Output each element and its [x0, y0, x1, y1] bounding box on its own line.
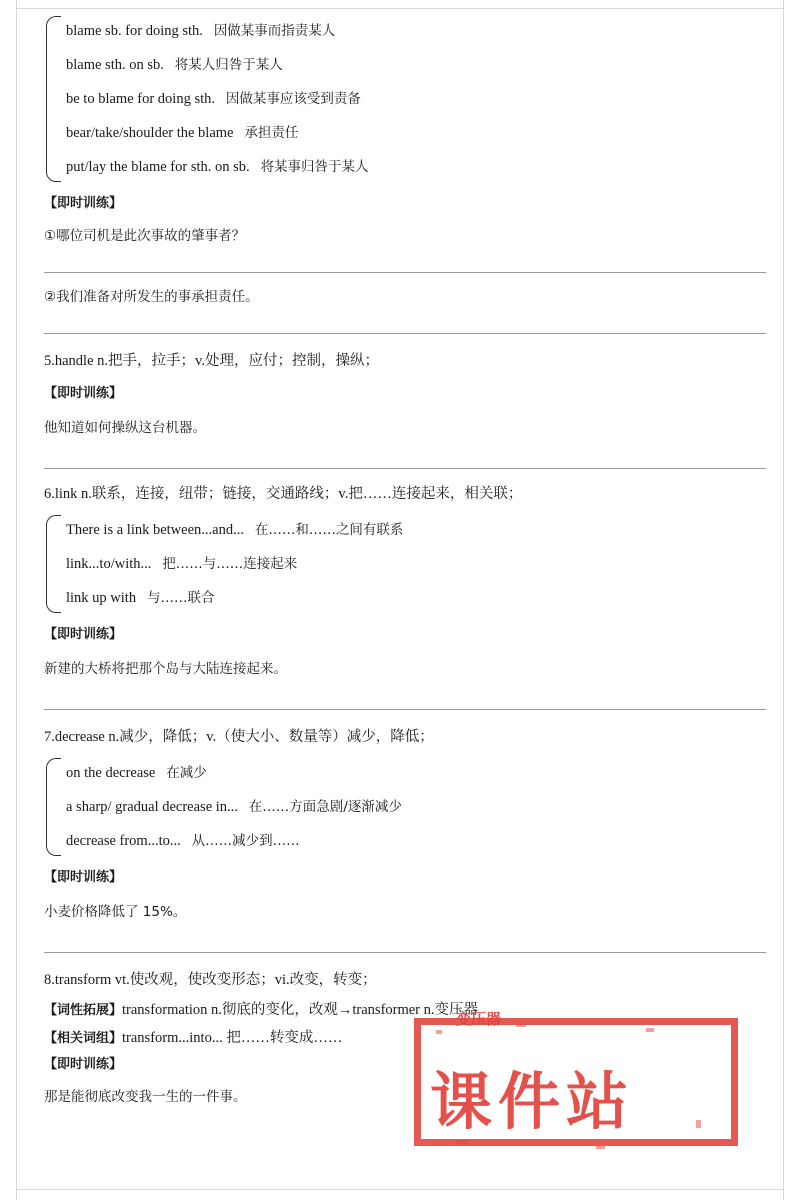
- related-phrases-text: transform...into... 把……转变成……: [122, 1030, 343, 1046]
- phrase-line: [66, 150, 766, 184]
- page-border-left: [16, 0, 17, 1200]
- phrase-line: [66, 513, 766, 547]
- phrase-chinese: 承担责任: [244, 125, 299, 141]
- phrase-line: [66, 48, 766, 82]
- phrase-english: be to blame for doing sth.: [66, 91, 216, 107]
- watermark-speckle: [456, 1140, 468, 1144]
- phrase-chinese: 将某人归咎于某人: [174, 57, 283, 73]
- phrase-english: on the decrease: [66, 765, 156, 781]
- phrase-chinese: 在……和……之间有联系: [254, 522, 404, 538]
- document-content: [34, 14, 766, 1107]
- word-formation-label: 【词性拓展】: [44, 1003, 123, 1018]
- page-border-bottom: [16, 1189, 784, 1190]
- watermark-small-text: 变压器: [456, 1010, 502, 1028]
- phrase-english: blame sb. for doing sth.: [66, 23, 203, 39]
- phrase-english: decrease from...to...: [66, 833, 181, 849]
- watermark-speckle: [696, 1120, 701, 1128]
- practice-label: 【即时训练】: [44, 1057, 123, 1072]
- practice-label: 【即时训练】: [44, 386, 123, 401]
- phrase-chinese: 在减少: [166, 765, 207, 781]
- vocab-entry-transform: 8.transform vt.使改观，使改变形态；vi.改变，转变；: [44, 972, 377, 988]
- phrase-line: [66, 116, 766, 150]
- brace-bracket-icon: [46, 16, 61, 182]
- practice-label: 【即时训练】: [44, 870, 123, 885]
- phrase-english: blame sth. on sb.: [66, 57, 164, 73]
- phrase-english: There is a link between...and...: [66, 522, 244, 538]
- practice-question: 那是能彻底改变我一生的一件事。: [44, 1089, 247, 1105]
- page-border-right: [783, 0, 784, 1200]
- word-formation-line: [44, 999, 766, 1021]
- phrase-chinese: 把……与……连接起来: [162, 556, 298, 572]
- watermark-speckle: [596, 1146, 605, 1149]
- brace-bracket-icon: [46, 758, 61, 856]
- phrase-chinese: 在……方面急剧/逐渐减少: [248, 799, 402, 815]
- vocab-entry-handle: 5.handle n.把手，拉手；v.处理，应付；控制，操纵；: [44, 353, 379, 369]
- phrase-group-decrease: [44, 756, 766, 858]
- phrase-chinese: 从……减少到……: [191, 833, 300, 849]
- practice-question: ①哪位司机是此次事故的肇事者？: [44, 228, 246, 244]
- phrase-english: bear/take/shoulder the blame: [66, 125, 234, 141]
- phrase-line: [66, 14, 766, 48]
- practice-question: 小麦价格降低了 15%。: [44, 904, 187, 920]
- phrase-chinese: 将某事归咎于某人: [260, 159, 369, 175]
- phrase-line: [66, 547, 766, 581]
- phrase-chinese: 因做某事应该受到责备: [225, 91, 361, 107]
- phrase-chinese: 因做某事而指责某人: [213, 23, 336, 39]
- related-phrases-label: 【相关词组】: [44, 1031, 123, 1046]
- vocab-entry-link: 6.link n.联系，连接，纽带；链接，交通路线；v.把……连接起来，相关联；: [44, 486, 523, 502]
- practice-question: 新建的大桥将把那个岛与大陆连接起来。: [44, 661, 287, 677]
- phrase-chinese: 与……联合: [146, 590, 215, 606]
- phrase-line: [66, 756, 766, 790]
- practice-question: ②我们准备对所发生的事承担责任。: [44, 289, 259, 305]
- watermark-text: 课件站: [430, 1065, 635, 1138]
- phrase-line: [66, 790, 766, 824]
- practice-question: 他知道如何操纵这台机器。: [44, 420, 206, 436]
- phrase-english: put/lay the blame for sth. on sb.: [66, 159, 250, 175]
- page-border-top: [16, 8, 784, 9]
- phrase-english: a sharp/ gradual decrease in...: [66, 799, 238, 815]
- practice-label: 【即时训练】: [44, 627, 123, 642]
- vocab-entry-decrease: 7.decrease n.减少，降低；v.（使大小、数量等）减少，降低；: [44, 729, 434, 745]
- phrase-english: link...to/with...: [66, 556, 152, 572]
- phrase-group-blame: [44, 14, 766, 184]
- word-formation-text: transformation n.彻底的变化，改观→transformer n.变压器: [122, 1002, 479, 1018]
- phrase-english: link up with: [66, 590, 137, 606]
- phrase-group-link: [44, 513, 766, 615]
- phrase-line: [66, 581, 766, 615]
- phrase-line: [66, 82, 766, 116]
- practice-label: 【即时训练】: [44, 196, 123, 211]
- brace-bracket-icon: [46, 515, 61, 613]
- phrase-line: [66, 824, 766, 858]
- related-phrases-line: [44, 1027, 766, 1049]
